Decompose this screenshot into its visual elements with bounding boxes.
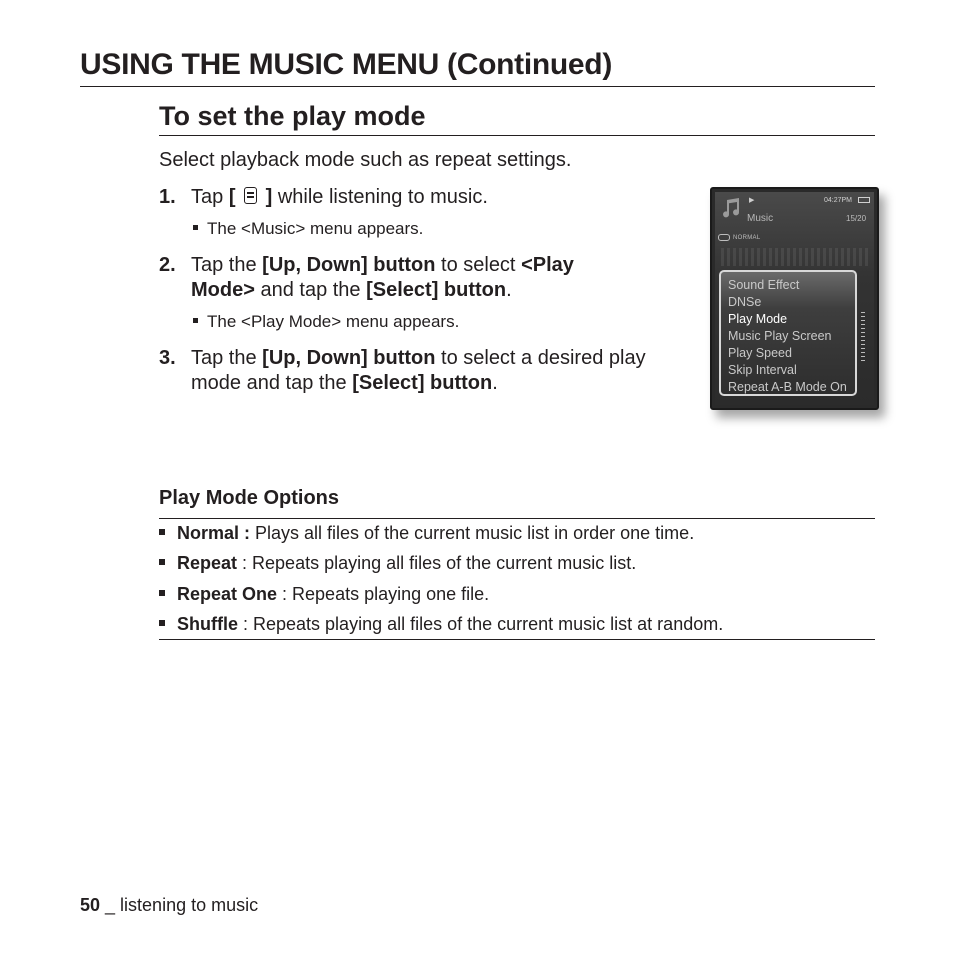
device-mode-label: NORMAL xyxy=(733,235,761,241)
title-rule xyxy=(80,86,875,87)
device-screen xyxy=(715,192,874,405)
option-term: Normal : xyxy=(177,523,251,543)
option-desc: : Repeats playing all files of the current music list. xyxy=(237,553,637,573)
option-desc: : Repeats playing all files of the current music list at random. xyxy=(238,614,724,634)
device-menu-item[interactable]: Skip Interval xyxy=(728,363,797,377)
step-number: 3. xyxy=(159,347,176,369)
device-scrollbar xyxy=(861,312,865,362)
step-bold-part: [Up, Down] button xyxy=(262,347,436,369)
step-bold-part: <Play Mode> xyxy=(191,254,574,301)
bullet-square xyxy=(159,529,165,535)
device-app-label: Music xyxy=(747,213,774,224)
step-text-part: Tap xyxy=(191,186,229,208)
device-track-counter: 15/20 xyxy=(846,214,867,223)
menu-button-icon xyxy=(244,187,257,204)
step-text xyxy=(191,185,671,210)
music-note-icon xyxy=(720,197,742,219)
options-top-rule xyxy=(159,518,875,519)
battery-icon xyxy=(858,197,870,203)
step-bold-part: [Up, Down] button xyxy=(262,254,436,276)
step-text-part: . xyxy=(506,279,512,301)
step-2-note xyxy=(193,312,459,332)
option-term: Shuffle xyxy=(177,614,238,634)
step-text-part: Tap the xyxy=(191,347,263,369)
option-desc: : Repeats playing one file. xyxy=(277,584,490,604)
step-1-note xyxy=(193,219,423,239)
device-menu xyxy=(719,270,857,396)
page-footer xyxy=(80,895,258,916)
note-text: The <Music> menu appears. xyxy=(207,219,424,238)
device-menu-item[interactable]: Repeat A-B Mode On xyxy=(728,380,847,394)
device-time: 04:27PM xyxy=(824,197,853,204)
page-title: USING THE MUSIC MENU (Continued) xyxy=(80,48,613,81)
bullet-square xyxy=(159,620,165,626)
step-number: 2. xyxy=(159,254,176,276)
section-title: To set the play mode xyxy=(159,101,426,131)
step-text-part: . xyxy=(492,372,498,394)
step-text-part: Tap the xyxy=(191,254,263,276)
option-normal xyxy=(159,523,694,544)
footer-separator: _ xyxy=(100,895,121,915)
bullet-square xyxy=(193,225,198,230)
step-bold-part: [Select] button xyxy=(352,372,493,394)
play-indicator-icon: ▶ xyxy=(749,197,755,204)
device-menu-item[interactable]: Sound Effect xyxy=(728,278,800,292)
bullet-square xyxy=(159,590,165,596)
option-desc: Plays all files of the current music list in order one time. xyxy=(250,523,695,543)
device-menu-item[interactable]: DNSe xyxy=(728,295,762,309)
section-rule xyxy=(159,135,875,136)
bracket-open: [ xyxy=(228,186,236,208)
option-repeat xyxy=(159,553,636,574)
option-term: Repeat One xyxy=(177,584,278,604)
step-bold-part: [Select] button xyxy=(366,279,507,301)
note-text: The <Play Mode> menu appears. xyxy=(207,312,460,331)
bracket-close: ] xyxy=(265,186,273,208)
options-bottom-rule xyxy=(159,639,875,640)
option-term: Repeat xyxy=(177,553,238,573)
options-title: Play Mode Options xyxy=(159,487,340,509)
step-text xyxy=(191,346,661,396)
step-text-part: to select xyxy=(435,254,522,276)
page-number: 50 xyxy=(80,895,101,915)
device-menu-item-selected[interactable]: Play Mode xyxy=(728,312,788,326)
device-menu-item[interactable]: Play Speed xyxy=(728,346,792,360)
option-shuffle xyxy=(159,614,723,635)
step-text-part: to select a desired play mode and tap the xyxy=(191,347,646,394)
step-text-part: and tap the xyxy=(254,279,367,301)
step-text xyxy=(191,253,631,303)
device-eq-bars xyxy=(721,248,871,266)
bullet-square xyxy=(193,318,198,323)
step-text-part: while listening to music. xyxy=(272,186,488,208)
intro-text: Select playback mode such as repeat settings. xyxy=(159,149,572,171)
repeat-icon xyxy=(718,234,730,241)
device-menu-item[interactable]: Music Play Screen xyxy=(728,329,832,343)
option-repeat-one xyxy=(159,584,489,605)
footer-section: listening to music xyxy=(120,895,259,915)
bullet-square xyxy=(159,559,165,565)
step-number: 1. xyxy=(159,186,176,208)
device-screenshot xyxy=(710,187,879,410)
